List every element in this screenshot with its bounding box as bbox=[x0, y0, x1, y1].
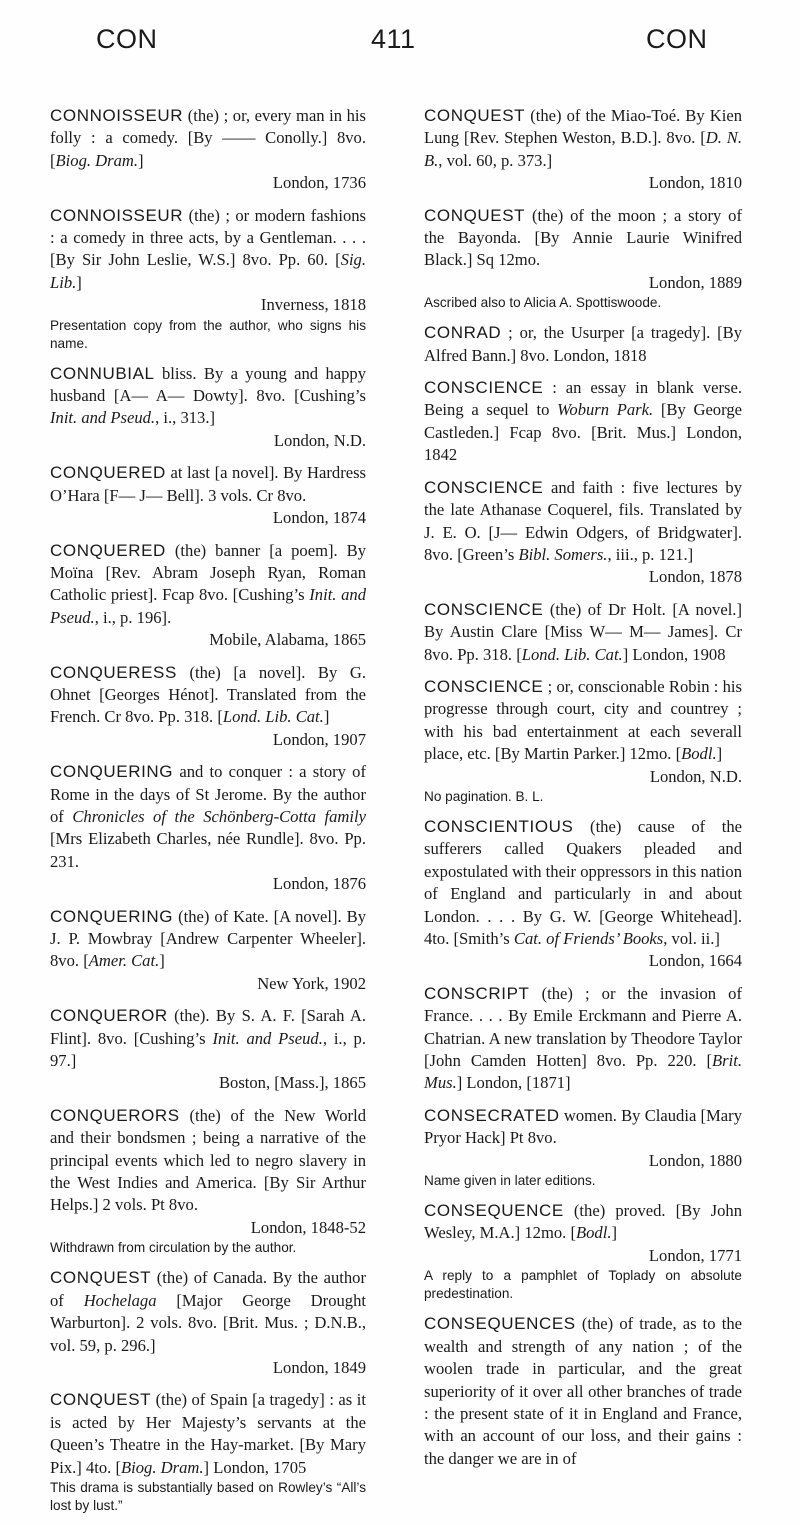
entry-text-after: ] bbox=[323, 707, 330, 727]
entry-text-after: , i., p. 196]. bbox=[94, 607, 172, 627]
running-head-right: CON bbox=[646, 24, 708, 54]
bibliography-entry bbox=[50, 1389, 366, 1515]
entry-imprint: London, N.D. bbox=[649, 766, 742, 786]
bibliography-entry bbox=[50, 1105, 366, 1257]
entry-text-after: , iii., p. 121.] bbox=[607, 544, 694, 564]
entry-text-after: , i., p. 97.] bbox=[50, 1028, 366, 1071]
entry-text: : an essay in blank verse. Being a sequel to bbox=[424, 378, 742, 420]
bibliography-entry bbox=[50, 662, 366, 752]
entry-italic: Cat. of Friends’ Books bbox=[513, 929, 664, 948]
bibliography-entry bbox=[50, 761, 366, 895]
entry-text: women. By Claudia [Mary Pryor Hack] Pt 8vo. bbox=[424, 1105, 742, 1148]
entry-headword: CONSEQUENCES bbox=[424, 1314, 576, 1334]
entry-note: Ascribed also to Alicia A. Spottiswoode. bbox=[424, 295, 662, 311]
bibliography-entry bbox=[424, 676, 742, 806]
bibliography-entry bbox=[424, 1105, 742, 1190]
bibliography-entry bbox=[50, 540, 366, 652]
entry-headword: CONNOISSEUR bbox=[50, 106, 184, 125]
entry-text-after: , vol. 60, p. 373.] bbox=[438, 150, 553, 170]
entry-text: (the) of Dr Holt. [A novel.] By Austin Clare [Miss W— M— James]. Cr 8vo. Pp. 318. [ bbox=[424, 599, 742, 664]
bibliography-entry bbox=[50, 363, 366, 453]
left-column bbox=[50, 105, 366, 1525]
entry-text: (the) proved. [By John Wesley, M.A.] 12mo. [ bbox=[424, 1201, 742, 1243]
entry-imprint: London, 1664 bbox=[648, 951, 742, 971]
entry-imprint: Boston, [Mass.], 1865 bbox=[218, 1073, 366, 1093]
entry-note: Presentation copy from the author, who signs his name. bbox=[50, 317, 366, 351]
entry-text-after: ] London, [1871] bbox=[456, 1073, 571, 1093]
entry-text-after: ] bbox=[76, 272, 82, 292]
entry-headword: CONQUEST bbox=[50, 1268, 152, 1288]
entry-text: ; or, the Usurper [a tragedy]. [By Alfred Bann.] 8vo. London, 1818 bbox=[424, 323, 742, 365]
entry-italic: Init. and Pseud. bbox=[50, 585, 367, 627]
entry-text-after: [By George Castleden.] Fcap 8vo. [Brit. Mus.] London, 1842 bbox=[424, 400, 742, 465]
bibliography-entry bbox=[424, 816, 742, 973]
entry-text-after: ] bbox=[716, 744, 723, 764]
entry-imprint: London, 1907 bbox=[272, 729, 366, 749]
entry-text: (the). By S. A. F. [Sarah A. Flint]. 8vo. [Cushing’s bbox=[50, 1006, 366, 1048]
entry-text: at last [a novel]. By Hardress O’Hara [F— J— Bell]. 3 vols. Cr 8vo. bbox=[50, 463, 366, 505]
entry-headword: CONQUERED bbox=[50, 463, 166, 483]
running-head-left: CON bbox=[96, 24, 158, 54]
entry-italic: Init. and Pseud. bbox=[212, 1028, 323, 1048]
entry-text: (the) [a novel]. By G. Ohnet [Georges Hénot]. Translated from the French. Cr 8vo. Pp. 318. [ bbox=[50, 662, 366, 727]
entry-imprint: London, 1876 bbox=[272, 874, 366, 894]
entry-headword: CONQUEST bbox=[424, 106, 526, 125]
entry-text: (the) of the New World and their bondsmen ; being a narrative of the principal events which led to negro slavery in the West Indies and America. [By Sir Arthur Helps.] 2 vols. Pt 8vo. bbox=[50, 1105, 366, 1215]
entry-text-after: ] London, 1908 bbox=[622, 644, 726, 664]
entry-imprint: London, 1771 bbox=[648, 1245, 742, 1265]
right-column bbox=[424, 105, 742, 1480]
entry-text-after: [Major George Drought Warburton]. 2 vols. 8vo. [Brit. Mus. ; D.N.B., vol. 59, p. 296.] bbox=[50, 1290, 366, 1355]
entry-text: (the) of Canada. By the author of bbox=[50, 1268, 366, 1310]
entry-text: (the) ; or modern fashions : a comedy in three acts, by a Gentleman. . . . [By Sir John Leslie, W.S.] 8vo. Pp. 60. [ bbox=[50, 205, 366, 270]
entry-text-after: ] London, 1705 bbox=[203, 1457, 307, 1477]
entry-headword: CONSCIENCE bbox=[424, 477, 544, 497]
entry-headword: CONQUERING bbox=[50, 762, 174, 782]
entry-text: (the) ; or the invasion of France. . . . By Emile Erckmann and Pierre A. Chatrian. A new translation by Theodore Taylor [John Camden Hotten] 8vo. Pp. 220. [ bbox=[424, 983, 742, 1071]
bibliography-entry bbox=[50, 105, 366, 195]
entry-imprint: London, 1874 bbox=[272, 508, 366, 528]
entry-text: bliss. By a young and happy husband [A— A— Dowty]. 8vo. [Cushing’s bbox=[50, 363, 366, 406]
entry-italic: Brit. Mus. bbox=[424, 1051, 742, 1093]
entry-imprint: London, 1810 bbox=[648, 173, 742, 193]
entry-headword: CONSECRATED bbox=[424, 1105, 560, 1125]
bibliography-entry bbox=[50, 205, 366, 353]
entry-headword: CONNUBIAL bbox=[50, 363, 155, 383]
entry-note: Withdrawn from circulation by the author. bbox=[50, 1240, 297, 1256]
entry-italic: Bodl. bbox=[681, 744, 717, 764]
entry-headword: CONRAD bbox=[424, 323, 502, 343]
page-number: 411 bbox=[371, 24, 416, 54]
entry-imprint: London, 1849 bbox=[272, 1357, 366, 1377]
bibliography-entry bbox=[424, 983, 742, 1095]
entry-imprint: London, 1878 bbox=[648, 567, 742, 587]
bibliography-entry bbox=[424, 205, 742, 313]
entry-text-after: , vol. ii.] bbox=[663, 929, 720, 948]
entry-note: A reply to a pamphlet of Toplady on absolute predestination. bbox=[424, 1268, 742, 1302]
entry-italic: Init. and Pseud. bbox=[50, 408, 156, 428]
running-head bbox=[0, 24, 800, 64]
entry-italic: Bodl. bbox=[575, 1223, 612, 1243]
entry-text: (the) of trade, as to the wealth and strength of any nation ; of the woolen trade in particular, and the great superiority of it over all other branches of trade : the present state of it in England and France, with an account of our loss, and their gains : the danger we are in of bbox=[424, 1314, 742, 1468]
bibliography-entry bbox=[424, 477, 742, 589]
entry-text: (the) of the moon ; a story of the Bayonda. [By Annie Laurie Winifred Black.] Sq 12mo. bbox=[424, 205, 742, 270]
entry-imprint: New York, 1902 bbox=[257, 973, 366, 993]
entry-imprint: London, 1880 bbox=[648, 1150, 742, 1170]
entry-imprint: Inverness, 1818 bbox=[260, 295, 366, 315]
entry-headword: CONQUERING bbox=[50, 906, 174, 926]
entry-text: and to conquer : a story of Rome in the days of St Jerome. By the author of bbox=[50, 762, 366, 826]
entry-imprint: Mobile, Alabama, 1865 bbox=[209, 630, 366, 650]
entry-text: (the) ; or, every man in his folly : a comedy. [By —— Conolly.] 8vo. [ bbox=[50, 106, 366, 170]
bibliography-entry bbox=[424, 105, 742, 195]
entry-italic: Bibl. Somers. bbox=[518, 544, 608, 564]
entry-headword: CONSCIENTIOUS bbox=[424, 816, 574, 836]
entry-headword: CONQUERORS bbox=[50, 1105, 180, 1125]
entry-text: (the) of Kate. [A novel]. By J. P. Mowbray [Andrew Carpenter Wheeler]. 8vo. [ bbox=[50, 906, 366, 971]
entry-note: No pagination. B. L. bbox=[424, 788, 544, 804]
bibliography-entry bbox=[424, 1200, 742, 1303]
entry-headword: CONSEQUENCE bbox=[424, 1201, 564, 1221]
entry-italic: Woburn Park. bbox=[557, 400, 654, 420]
bibliography-entry bbox=[50, 462, 366, 529]
bibliography-entry bbox=[424, 599, 742, 666]
entry-headword: CONQUEST bbox=[50, 1390, 152, 1410]
entry-text: ; or, conscionable Robin : his progresse through court, city and countrey ; with his bad entertainment at each severall place, etc. [By Martin Parker.] 12mo. [ bbox=[424, 676, 742, 764]
entry-text: (the) of the Miao-Toé. By Kien Lung [Rev. Stephen Weston, B.D.]. 8vo. [ bbox=[424, 106, 742, 148]
entry-italic: Biog. Dram. bbox=[55, 150, 139, 170]
entry-headword: CONSCIENCE bbox=[424, 676, 544, 696]
entry-italic: Chronicles of the Schönberg-Cotta family bbox=[72, 806, 366, 826]
entry-note: This drama is substantially based on Rowley’s “All’s lost by lust.” bbox=[50, 1479, 366, 1513]
entry-headword: CONSCIENCE bbox=[424, 378, 544, 398]
entry-headword: CONQUERESS bbox=[50, 662, 177, 682]
entry-italic: Lond. Lib. Cat. bbox=[521, 644, 623, 664]
entry-imprint: London, 1736 bbox=[272, 173, 366, 193]
entry-text-after: [Mrs Elizabeth Charles, née Rundle]. 8vo. Pp. 231. bbox=[50, 829, 366, 871]
entry-text-after: ] bbox=[138, 150, 144, 170]
entry-imprint: London, 1848-52 bbox=[250, 1217, 366, 1237]
entry-italic: Biog. Dram. bbox=[121, 1457, 204, 1477]
bibliography-entry bbox=[424, 377, 742, 467]
entry-imprint: London, N.D. bbox=[273, 430, 366, 450]
entry-italic: Amer. Cat. bbox=[88, 951, 160, 971]
entry-headword: CONQUERED bbox=[50, 540, 166, 560]
entry-text: (the) cause of the sufferers called Quakers pleaded and expostulated with their oppressors in this nation of England and particularly in and about London. . . . By G. W. [George Whitehead]. 4to. [Smith’s bbox=[424, 816, 743, 948]
entry-imprint: London, 1889 bbox=[648, 272, 742, 292]
bibliography-entry bbox=[424, 1313, 742, 1470]
entry-text-after: ] bbox=[611, 1223, 618, 1243]
entry-headword: CONSCIENCE bbox=[424, 599, 544, 619]
entry-text: (the) of Spain [a tragedy] : as it is acted by Her Majesty’s servants at the Queen’s Theatre in the Hay-market. [By Mary Pix.] 4to. [ bbox=[50, 1390, 366, 1477]
entry-text: (the) banner [a poem]. By Moïna [Rev. Abram Joseph Ryan, Roman Catholic priest]. Fcap 8vo. [Cushing’s bbox=[50, 540, 366, 605]
entry-note: Name given in later editions. bbox=[424, 1173, 596, 1189]
bibliography-entry bbox=[424, 322, 742, 367]
bibliography-entry bbox=[50, 1005, 366, 1095]
entry-text-after: , i., 313.] bbox=[155, 408, 216, 428]
entry-headword: CONQUEROR bbox=[50, 1006, 168, 1026]
bibliography-entry bbox=[50, 1267, 366, 1379]
entry-text-after: ] bbox=[159, 951, 165, 971]
bibliography-entry bbox=[50, 906, 366, 996]
entry-italic: Sig. Lib. bbox=[50, 250, 366, 292]
entry-italic: Lond. Lib. Cat. bbox=[222, 707, 324, 727]
entry-headword: CONSCRIPT bbox=[424, 983, 530, 1003]
entry-headword: CONNOISSEUR bbox=[50, 205, 184, 225]
entry-italic: Hochelaga bbox=[83, 1290, 157, 1310]
entry-headword: CONQUEST bbox=[424, 205, 526, 225]
entry-italic: D. N. B. bbox=[424, 128, 743, 170]
entry-text: and faith : five lectures by the late Athanase Coquerel, fils. Translated by J. E. O. [J— Edwin Odgers, of Bridgwater]. 8vo. [Green’s bbox=[424, 477, 742, 564]
